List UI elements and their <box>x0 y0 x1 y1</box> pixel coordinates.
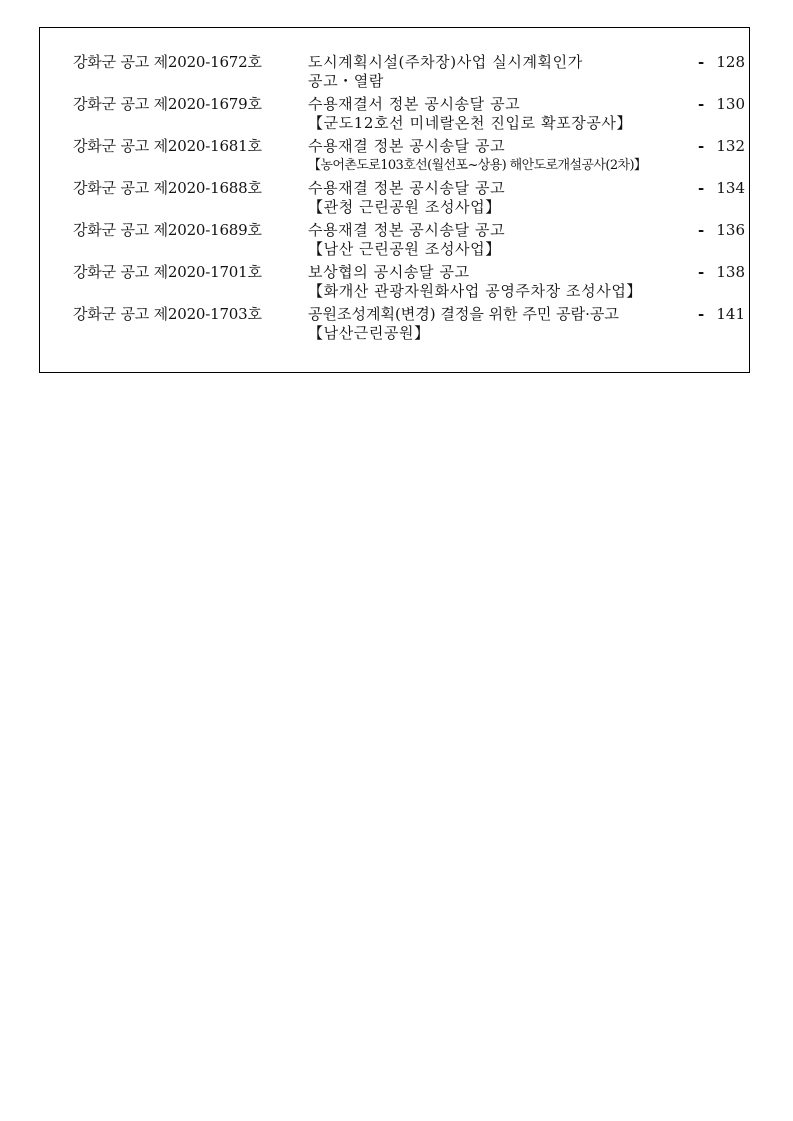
notice-title-block <box>308 137 703 175</box>
notice-number: 강화군 공고 제2020-1681호 <box>73 137 262 155</box>
notice-subtitle: 【남산 근린공원 조성사업】 <box>308 240 501 258</box>
leader-dash: - <box>698 53 705 71</box>
page-number: 138 <box>716 263 745 281</box>
toc-entry[interactable] <box>40 221 749 263</box>
notice-title-block <box>308 263 703 301</box>
notice-subtitle: 【농어촌도로103호선(월선포~상용) 해안도로개설공사(2차)】 <box>308 158 647 173</box>
page-number: 130 <box>716 95 745 113</box>
toc-entry[interactable] <box>40 305 749 347</box>
notice-title: 수용재결 정본 공시송달 공고 <box>308 179 506 197</box>
leader-dash: - <box>698 179 705 197</box>
notice-number: 강화군 공고 제2020-1688호 <box>73 179 262 197</box>
page-number: 136 <box>716 221 745 239</box>
notice-number: 강화군 공고 제2020-1689호 <box>73 221 262 239</box>
toc-entry[interactable] <box>40 137 749 179</box>
notice-number: 강화군 공고 제2020-1703호 <box>73 305 262 323</box>
toc-entry[interactable] <box>40 179 749 221</box>
notice-title-block <box>308 53 703 91</box>
notice-title-block <box>308 179 703 217</box>
toc-entry[interactable] <box>40 53 749 95</box>
page-number: 132 <box>716 137 745 155</box>
toc-entry[interactable] <box>40 263 749 305</box>
notice-title: 보상협의 공시송달 공고 <box>308 263 470 281</box>
toc-list <box>40 53 749 347</box>
page-number: 134 <box>716 179 745 197</box>
table-of-contents-box <box>39 27 750 373</box>
notice-number: 강화군 공고 제2020-1679호 <box>73 95 262 113</box>
notice-subtitle: 【남산근린공원】 <box>308 324 430 342</box>
notice-title: 도시계획시설(주차장)사업 실시계획인가 <box>308 53 583 71</box>
leader-dash: - <box>698 137 705 155</box>
notice-subtitle: 【군도12호선 미네랄온천 진입로 확포장공사】 <box>308 114 633 132</box>
notice-number: 강화군 공고 제2020-1701호 <box>73 263 262 281</box>
notice-subtitle: 【화개산 관광자원화사업 공영주차장 조성사업】 <box>308 282 643 300</box>
notice-title-block <box>308 95 703 133</box>
notice-title-block <box>308 305 703 343</box>
leader-dash: - <box>698 305 705 323</box>
notice-subtitle: 【관청 근린공원 조성사업】 <box>308 198 501 216</box>
notice-title: 수용재결서 정본 공시송달 공고 <box>308 95 521 113</box>
page-number: 128 <box>716 53 745 71</box>
toc-entry[interactable] <box>40 95 749 137</box>
notice-title: 수용재결 정본 공시송달 공고 <box>308 221 506 239</box>
notice-title: 수용재결 정본 공시송달 공고 <box>308 137 506 155</box>
notice-title: 공원조성계획(변경) 결정을 위한 주민 공람·공고 <box>308 305 619 323</box>
notice-number: 강화군 공고 제2020-1672호 <box>73 53 262 71</box>
notice-subtitle: 공고・열람 <box>308 72 384 90</box>
notice-title-block <box>308 221 703 259</box>
leader-dash: - <box>698 221 705 239</box>
page-number: 141 <box>716 305 745 323</box>
leader-dash: - <box>698 263 705 281</box>
leader-dash: - <box>698 95 705 113</box>
